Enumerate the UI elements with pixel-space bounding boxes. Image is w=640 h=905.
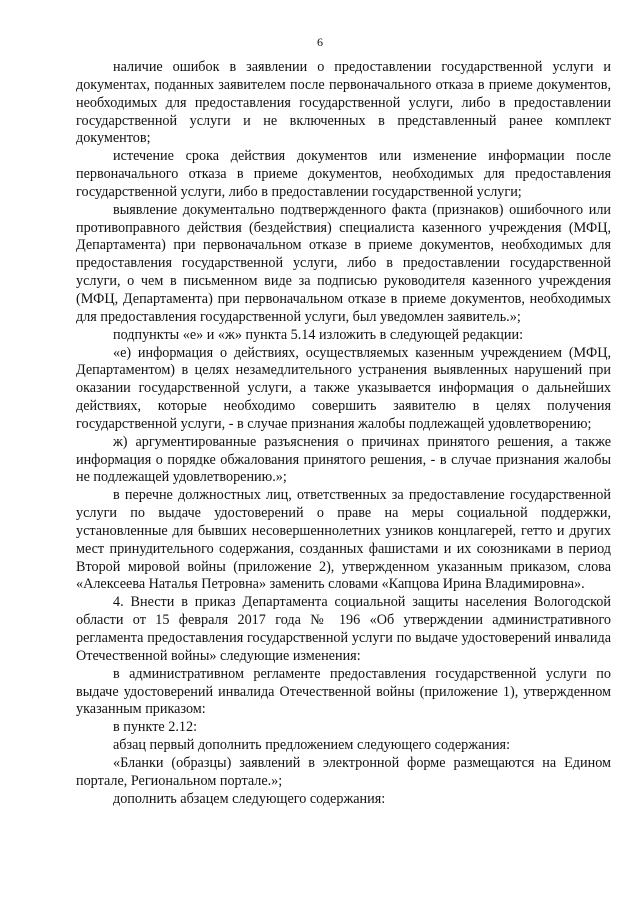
paragraph-blank-forms-quote: «Бланки (образцы) заявлений в электронной форме размещаются на Едином портале, Региональном портале.»;: [76, 754, 611, 789]
page-number: 6: [317, 35, 323, 49]
paragraph-first-abzac-addition: абзац первый дополнить предложением следующего содержания:: [113, 737, 511, 754]
paragraph-errors-in-application: наличие ошибок в заявлении о предоставлении государственной услуги и документах, поданных заявителем после первоначального отказа в приеме документов, необходимых для предоставления государственной услуги, либо в предоставлении государственной услуги и не включенных в представленный ранее комплект документов;: [76, 59, 611, 147]
paragraph-unlawful-action: выявление документально подтвержденного факта (признаков) ошибочного или противоправного действия (бездействия) специалиста казенного учреждения (МФЦ, Департамента) при первоначальном отказе в приеме документов, необходимых для предоставления государственной услуги, либо в предоставлении государственной услуги, о чем в письменном виде за подписью руководителя казенного учреждения (МФЦ, Департамента) при первоначальном отказе в приеме документов, необходимых для предоставления государственной услуги, был уведомлен заявитель.»;: [76, 201, 611, 325]
paragraph-document-expiry: истечение срока действия документов или изменение информации после первоначального отказа в приеме документов, необходимых для предоставления государственной услуги, либо в предоставлении государственной услуги;: [76, 148, 611, 200]
paragraph-subpoints-amendment: подпункты «е» и «ж» пункта 5.14 изложить в следующей редакции:: [113, 326, 524, 343]
paragraph-add-abzac: дополнить абзацем следующего содержания:: [113, 790, 386, 807]
paragraph-responsible-officials: в перечне должностных лиц, ответственных за предоставление государственной услуги по выдаче удостоверений о праве на меры социальной поддержки, установленные для бывших несовершеннолетних узников концлагерей, гетто и других мест принудительного содержания, созданных фашистами и их союзниками в период Второй мировой войны (приложение 2), утвержденном указанным приказом, слова «Алексеева Наталья Петровна» заменить словами «Капцова Ирина Владимировна».: [76, 487, 611, 593]
paragraph-administrative-regulation: в административном регламенте предоставления государственной услуги по выдаче удостоверений инвалида Отечественной войны (приложение 1), утвержденном указанным приказом:: [76, 665, 611, 718]
paragraph-subpoint-zh: ж) аргументированные разъяснения о причинах принятого решения, а также информация о порядке обжалования принятого решения, - в случае признания жалобы не подлежащей удовлетворению.»;: [76, 433, 611, 486]
paragraph-subpoint-e: «е) информация о действиях, осуществляемых казенным учреждением (МФЦ, Департаментом) в целях незамедлительного устранения выявленных нарушений при оказании государственной услуги, а также указывается информация о дальнейших действиях, которые необходимо совершить заявителю в целях получения государственной услуги, - в случае признания жалобы подлежащей удовлетворению;: [76, 344, 611, 432]
document-body: [76, 59, 611, 808]
paragraph-point-2-12: в пункте 2.12:: [113, 719, 198, 736]
paragraph-item-4-order-amendment: 4. Внести в приказ Департамента социальной защиты населения Вологодской области от 15 февраля 2017 года № 196 «Об утверждении административного регламента предоставления государственной услуги по выдаче удостоверений инвалида Отечественной войны» следующие изменения:: [76, 594, 611, 664]
